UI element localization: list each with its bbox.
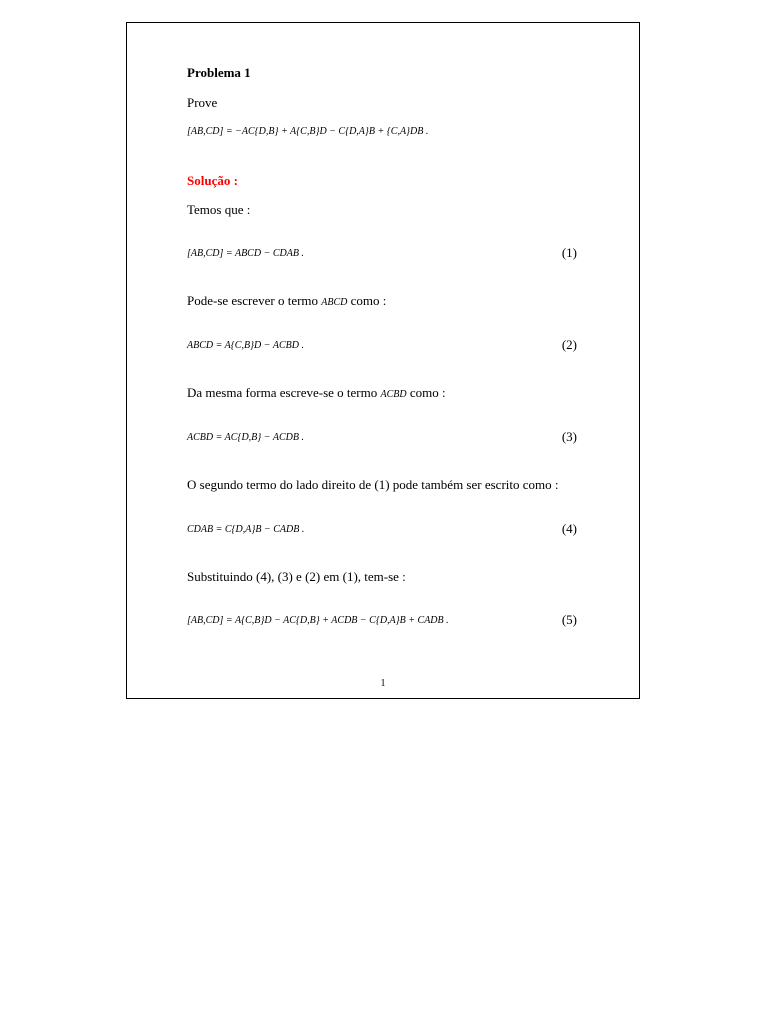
paragraph-2-after: como :	[350, 293, 387, 308]
document-page	[126, 22, 640, 699]
equation-3: ACBD = AC{D,B} − ACDB .	[187, 432, 304, 443]
intro-text: Prove	[187, 95, 218, 110]
page-number: 1	[380, 678, 386, 689]
statement-equation: [AB,CD] = −AC{D,B} + A{C,B}D − C{D,A}B + {C,A}DB .	[187, 126, 429, 137]
paragraph-2-before: Pode-se escrever o termo	[187, 293, 319, 308]
equation-3-tag: (3)	[561, 429, 577, 444]
paragraph-3-term: ACBD	[380, 389, 407, 400]
paragraph-3-after: como :	[409, 385, 446, 400]
equation-1: [AB,CD] = ABCD − CDAB .	[187, 248, 304, 259]
equation-5-tag: (5)	[561, 612, 577, 627]
equation-5: [AB,CD] = A{C,B}D − AC{D,B} + ACDB − C{D,A}B + CADB .	[187, 615, 449, 626]
paragraph-1: Temos que :	[187, 202, 251, 217]
paragraph-4: O segundo termo do lado direito de (1) pode também ser escrito como :	[187, 477, 559, 492]
paragraph-2-term: ABCD	[321, 297, 348, 308]
paragraph-5: Substituindo (4), (3) e (2) em (1), tem-se :	[187, 569, 406, 584]
paragraph-3	[187, 385, 446, 403]
equation-1-tag: (1)	[561, 245, 577, 260]
equation-4-tag: (4)	[561, 521, 577, 536]
solution-heading: Solução :	[187, 173, 238, 188]
equation-2: ABCD = A{C,B}D − ACBD .	[187, 340, 304, 351]
equation-2-tag: (2)	[561, 337, 577, 352]
equation-4: CDAB = C{D,A}B − CADB .	[187, 524, 305, 535]
paragraph-2	[187, 293, 386, 311]
problem-title: Problema 1	[187, 65, 251, 80]
paragraph-3-before: Da mesma forma escreve-se o termo	[187, 385, 378, 400]
